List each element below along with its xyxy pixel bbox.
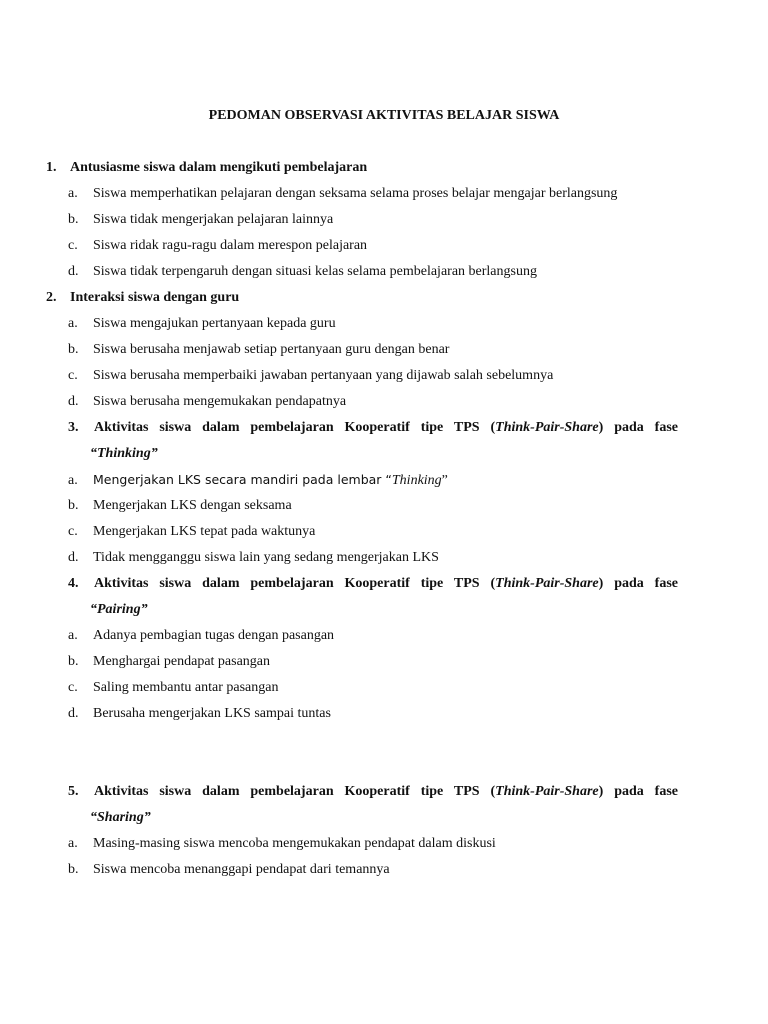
- item-text: Siswa memperhatikan pelajaran dengan seksama selama proses belajar mengajar berlangsung: [93, 186, 618, 201]
- list-item: [68, 471, 448, 490]
- section-heading-suffix: ) pada fase: [598, 784, 679, 799]
- section-5-phase: [90, 809, 151, 827]
- list-item: [68, 237, 367, 255]
- phase-label: “Thinking”: [90, 446, 158, 461]
- page-title: PEDOMAN OBSERVASI AKTIVITAS BELAJAR SISWA: [208, 108, 560, 123]
- item-text: Siswa tidak mengerjakan pelajaran lainnya: [93, 212, 334, 227]
- item-letter: a.: [68, 316, 78, 331]
- item-text: Mengerjakan LKS tepat pada waktunya: [93, 524, 316, 539]
- item-text: Menghargai pendapat pasangan: [93, 654, 271, 669]
- section-heading-italic: Think-Pair-Share: [495, 784, 599, 799]
- item-letter: c.: [68, 524, 78, 539]
- item-text: Siswa berusaha menjawab setiap pertanyaan guru dengan benar: [93, 342, 450, 357]
- item-text: Siswa berusaha memperbaiki jawaban pertanyaan yang dijawab salah sebelumnya: [93, 368, 554, 383]
- item-text: Adanya pembagian tugas dengan pasangan: [93, 628, 335, 643]
- item-text-italic: Thinking: [391, 473, 442, 488]
- item-text: Mengerjakan LKS dengan seksama: [93, 498, 292, 513]
- list-item: [68, 367, 553, 385]
- section-heading-suffix: ) pada fase: [598, 420, 679, 435]
- item-letter: a.: [68, 836, 78, 851]
- item-letter: d.: [68, 394, 79, 409]
- section-heading-prefix: Aktivitas siswa dalam pembelajaran Kooperatif tipe TPS (: [94, 784, 496, 799]
- list-item: [68, 705, 331, 723]
- section-heading-italic: Think-Pair-Share: [495, 576, 599, 591]
- item-letter: c.: [68, 680, 78, 695]
- item-text: Siswa mencoba menanggapi pendapat dari temannya: [93, 862, 390, 877]
- section-5-heading: [68, 783, 678, 801]
- item-letter: a.: [68, 628, 78, 643]
- item-letter: b.: [68, 342, 79, 357]
- section-number: 2.: [46, 290, 57, 305]
- item-letter: c.: [68, 368, 78, 383]
- item-letter: b.: [68, 862, 79, 877]
- section-heading-suffix: ) pada fase: [598, 576, 679, 591]
- list-item: [68, 835, 496, 853]
- phase-label: “Sharing”: [90, 810, 151, 825]
- section-heading-prefix: Aktivitas siswa dalam pembelajaran Kooperatif tipe TPS (: [94, 576, 496, 591]
- item-letter: d.: [68, 706, 79, 721]
- item-text: Siswa berusaha mengemukakan pendapatnya: [93, 394, 347, 409]
- section-heading-text: Interaksi siswa dengan guru: [70, 290, 240, 305]
- item-letter: b.: [68, 212, 79, 227]
- section-3-phase: [90, 445, 158, 463]
- list-item: [68, 263, 537, 281]
- section-2-heading: [46, 289, 239, 307]
- list-item: [68, 679, 278, 697]
- item-text: Masing-masing siswa mencoba mengemukakan pendapat dalam diskusi: [93, 836, 496, 851]
- list-item: [68, 315, 336, 333]
- phase-label: “Pairing”: [90, 602, 148, 617]
- item-letter: b.: [68, 654, 79, 669]
- list-item: [68, 211, 333, 229]
- list-item: [68, 523, 315, 541]
- section-heading-prefix: Aktivitas siswa dalam pembelajaran Kooperatif tipe TPS (: [94, 420, 496, 435]
- section-4-phase: [90, 601, 148, 619]
- item-letter: c.: [68, 238, 78, 253]
- list-item: [68, 497, 292, 515]
- section-number: 1.: [46, 160, 57, 175]
- item-text: Mengerjakan LKS secara mandiri pada lembar “: [93, 472, 392, 487]
- item-letter: d.: [68, 550, 79, 565]
- item-text: Siswa mengajukan pertanyaan kepada guru: [93, 316, 336, 331]
- item-text: Siswa ridak ragu-ragu dalam merespon pelajaran: [93, 238, 368, 253]
- section-4-heading: [68, 575, 678, 593]
- section-heading-italic: Think-Pair-Share: [495, 420, 599, 435]
- item-text-after: ”: [441, 473, 448, 488]
- list-item: [68, 653, 270, 671]
- item-text: Berusaha mengerjakan LKS sampai tuntas: [93, 706, 331, 721]
- item-text: Tidak mengganggu siswa lain yang sedang mengerjakan LKS: [93, 550, 439, 565]
- item-letter: a.: [68, 473, 78, 488]
- list-item: [68, 627, 334, 645]
- item-letter: b.: [68, 498, 79, 513]
- item-text: Saling membantu antar pasangan: [93, 680, 279, 695]
- section-number: 5.: [68, 784, 79, 799]
- item-letter: d.: [68, 264, 79, 279]
- item-letter: a.: [68, 186, 78, 201]
- list-item: [68, 861, 390, 879]
- list-item: [68, 393, 346, 411]
- list-item: [68, 185, 617, 203]
- item-text: Siswa tidak terpengaruh dengan situasi kelas selama pembelajaran berlangsung: [93, 264, 537, 279]
- section-number: 3.: [68, 420, 79, 435]
- section-3-heading: [68, 419, 678, 437]
- list-item: [68, 341, 449, 359]
- list-item: [68, 549, 439, 567]
- section-heading-text: Antusiasme siswa dalam mengikuti pembelajaran: [70, 160, 368, 175]
- section-1-heading: [46, 159, 367, 177]
- section-number: 4.: [68, 576, 79, 591]
